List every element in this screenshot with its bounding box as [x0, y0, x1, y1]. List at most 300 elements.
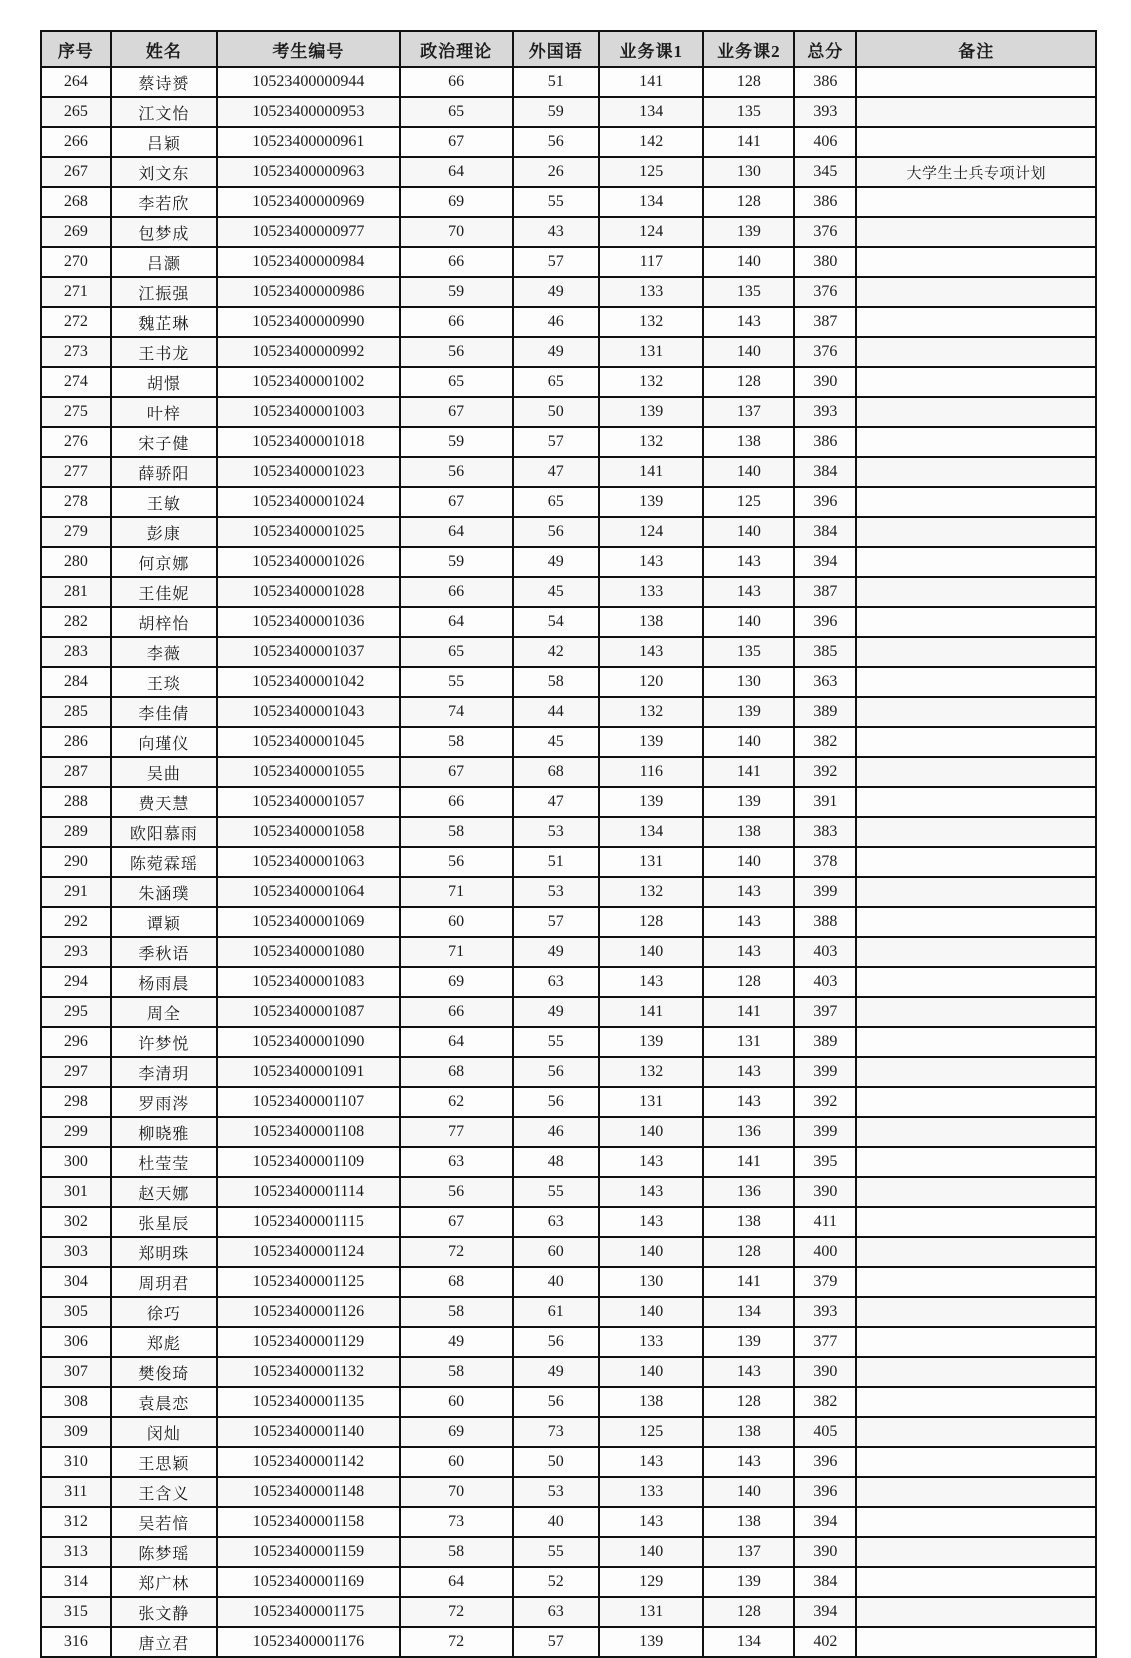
cell-course1: 141 [599, 67, 703, 97]
cell-name: 江振强 [111, 277, 218, 307]
cell-course1: 131 [599, 1087, 703, 1117]
cell-candidate-no: 10523400001037 [217, 637, 400, 667]
cell-remark [856, 187, 1096, 217]
cell-candidate-no: 10523400001087 [217, 997, 400, 1027]
cell-course1: 132 [599, 697, 703, 727]
document-page [40, 30, 1097, 1658]
cell-remark [856, 487, 1096, 517]
table-body [41, 67, 1096, 1657]
cell-index: 278 [41, 487, 111, 517]
cell-total: 403 [794, 937, 856, 967]
cell-candidate-no: 10523400000984 [217, 247, 400, 277]
cell-index: 274 [41, 367, 111, 397]
cell-total: 406 [794, 127, 856, 157]
cell-politics: 70 [400, 217, 513, 247]
cell-candidate-no: 10523400000953 [217, 97, 400, 127]
cell-course1: 132 [599, 1057, 703, 1087]
cell-remark [856, 667, 1096, 697]
cell-foreign-language: 55 [513, 187, 600, 217]
cell-course1: 140 [599, 937, 703, 967]
cell-name: 胡憬 [111, 367, 218, 397]
cell-total: 389 [794, 697, 856, 727]
table-row [41, 1477, 1096, 1507]
cell-candidate-no: 10523400001132 [217, 1357, 400, 1387]
cell-remark [856, 397, 1096, 427]
table-row [41, 427, 1096, 457]
cell-name: 吕颖 [111, 127, 218, 157]
cell-name: 季秋语 [111, 937, 218, 967]
cell-candidate-no: 10523400001058 [217, 817, 400, 847]
cell-index: 295 [41, 997, 111, 1027]
cell-name: 杨雨晨 [111, 967, 218, 997]
cell-remark [856, 937, 1096, 967]
cell-total: 411 [794, 1207, 856, 1237]
cell-course1: 125 [599, 1417, 703, 1447]
cell-name: 王书龙 [111, 337, 218, 367]
cell-name: 向瑾仪 [111, 727, 218, 757]
cell-name: 刘文东 [111, 157, 218, 187]
table-row [41, 1567, 1096, 1597]
cell-course1: 132 [599, 427, 703, 457]
score-table [40, 30, 1097, 1658]
cell-remark [856, 1267, 1096, 1297]
cell-politics: 67 [400, 1207, 513, 1237]
cell-total: 388 [794, 907, 856, 937]
cell-index: 303 [41, 1237, 111, 1267]
table-row [41, 787, 1096, 817]
cell-politics: 72 [400, 1627, 513, 1657]
cell-course1: 140 [599, 1237, 703, 1267]
cell-index: 277 [41, 457, 111, 487]
cell-remark [856, 727, 1096, 757]
cell-index: 300 [41, 1147, 111, 1177]
cell-index: 310 [41, 1447, 111, 1477]
cell-politics: 64 [400, 1027, 513, 1057]
cell-course1: 133 [599, 1327, 703, 1357]
cell-index: 302 [41, 1207, 111, 1237]
cell-total: 392 [794, 1087, 856, 1117]
cell-index: 272 [41, 307, 111, 337]
cell-foreign-language: 50 [513, 1447, 600, 1477]
cell-candidate-no: 10523400001064 [217, 877, 400, 907]
table-row [41, 547, 1096, 577]
cell-politics: 69 [400, 187, 513, 217]
cell-course1: 143 [599, 967, 703, 997]
cell-politics: 71 [400, 877, 513, 907]
cell-total: 392 [794, 757, 856, 787]
cell-remark [856, 517, 1096, 547]
cell-politics: 56 [400, 337, 513, 367]
cell-remark [856, 1537, 1096, 1567]
cell-politics: 58 [400, 817, 513, 847]
cell-course2: 128 [703, 187, 794, 217]
cell-foreign-language: 55 [513, 1177, 600, 1207]
cell-foreign-language: 50 [513, 397, 600, 427]
cell-remark [856, 907, 1096, 937]
cell-course2: 141 [703, 997, 794, 1027]
cell-total: 377 [794, 1327, 856, 1357]
cell-name: 薛骄阳 [111, 457, 218, 487]
cell-name: 张星辰 [111, 1207, 218, 1237]
cell-politics: 69 [400, 1417, 513, 1447]
cell-candidate-no: 10523400000963 [217, 157, 400, 187]
cell-index: 316 [41, 1627, 111, 1657]
cell-course1: 140 [599, 1537, 703, 1567]
cell-course1: 143 [599, 1177, 703, 1207]
cell-foreign-language: 49 [513, 337, 600, 367]
cell-foreign-language: 56 [513, 1327, 600, 1357]
cell-total: 382 [794, 1387, 856, 1417]
cell-index: 281 [41, 577, 111, 607]
cell-foreign-language: 26 [513, 157, 600, 187]
cell-foreign-language: 40 [513, 1267, 600, 1297]
cell-foreign-language: 56 [513, 1387, 600, 1417]
cell-candidate-no: 10523400001124 [217, 1237, 400, 1267]
cell-index: 294 [41, 967, 111, 997]
cell-course2: 136 [703, 1117, 794, 1147]
cell-foreign-language: 65 [513, 367, 600, 397]
cell-course2: 143 [703, 937, 794, 967]
cell-course2: 135 [703, 637, 794, 667]
cell-candidate-no: 10523400001025 [217, 517, 400, 547]
table-row [41, 97, 1096, 127]
cell-index: 306 [41, 1327, 111, 1357]
cell-name: 郑彪 [111, 1327, 218, 1357]
cell-total: 396 [794, 1447, 856, 1477]
cell-index: 313 [41, 1537, 111, 1567]
table-row [41, 1117, 1096, 1147]
cell-candidate-no: 10523400001175 [217, 1597, 400, 1627]
cell-politics: 74 [400, 697, 513, 727]
table-row [41, 307, 1096, 337]
cell-foreign-language: 49 [513, 937, 600, 967]
table-row [41, 667, 1096, 697]
cell-name: 袁晨恋 [111, 1387, 218, 1417]
cell-foreign-language: 48 [513, 1147, 600, 1177]
cell-remark [856, 1147, 1096, 1177]
cell-course2: 128 [703, 1597, 794, 1627]
cell-candidate-no: 10523400001169 [217, 1567, 400, 1597]
cell-name: 唐立君 [111, 1627, 218, 1657]
cell-course2: 143 [703, 1447, 794, 1477]
table-row [41, 1297, 1096, 1327]
cell-politics: 69 [400, 967, 513, 997]
cell-politics: 73 [400, 1507, 513, 1537]
cell-candidate-no: 10523400001057 [217, 787, 400, 817]
cell-name: 王佳妮 [111, 577, 218, 607]
cell-remark [856, 247, 1096, 277]
cell-politics: 56 [400, 457, 513, 487]
cell-course2: 140 [703, 1477, 794, 1507]
cell-politics: 77 [400, 1117, 513, 1147]
cell-course2: 143 [703, 1087, 794, 1117]
cell-politics: 65 [400, 637, 513, 667]
cell-foreign-language: 56 [513, 127, 600, 157]
cell-course2: 143 [703, 577, 794, 607]
cell-total: 397 [794, 997, 856, 1027]
cell-course1: 131 [599, 847, 703, 877]
cell-candidate-no: 10523400001090 [217, 1027, 400, 1057]
cell-course1: 133 [599, 577, 703, 607]
cell-politics: 58 [400, 727, 513, 757]
cell-name: 何京娜 [111, 547, 218, 577]
cell-candidate-no: 10523400000986 [217, 277, 400, 307]
cell-course2: 139 [703, 697, 794, 727]
column-header-total: 总分 [794, 31, 856, 67]
cell-name: 张文静 [111, 1597, 218, 1627]
cell-index: 267 [41, 157, 111, 187]
cell-foreign-language: 56 [513, 517, 600, 547]
cell-candidate-no: 10523400001024 [217, 487, 400, 517]
cell-name: 吕灏 [111, 247, 218, 277]
cell-candidate-no: 10523400001114 [217, 1177, 400, 1207]
cell-politics: 58 [400, 1357, 513, 1387]
cell-remark [856, 1297, 1096, 1327]
table-row [41, 907, 1096, 937]
cell-course1: 124 [599, 517, 703, 547]
table-row [41, 877, 1096, 907]
cell-politics: 58 [400, 1297, 513, 1327]
cell-index: 304 [41, 1267, 111, 1297]
cell-candidate-no: 10523400000969 [217, 187, 400, 217]
cell-total: 345 [794, 157, 856, 187]
cell-course2: 141 [703, 1147, 794, 1177]
cell-course2: 140 [703, 247, 794, 277]
cell-course2: 140 [703, 727, 794, 757]
cell-name: 谭颖 [111, 907, 218, 937]
cell-name: 周玥君 [111, 1267, 218, 1297]
cell-foreign-language: 47 [513, 457, 600, 487]
table-row [41, 967, 1096, 997]
cell-foreign-language: 60 [513, 1237, 600, 1267]
cell-course2: 138 [703, 1507, 794, 1537]
table-row [41, 637, 1096, 667]
cell-remark [856, 1627, 1096, 1657]
cell-remark [856, 67, 1096, 97]
cell-total: 396 [794, 487, 856, 517]
cell-index: 271 [41, 277, 111, 307]
cell-foreign-language: 68 [513, 757, 600, 787]
table-row [41, 1207, 1096, 1237]
cell-foreign-language: 43 [513, 217, 600, 247]
cell-politics: 55 [400, 667, 513, 697]
cell-course1: 131 [599, 1597, 703, 1627]
cell-course1: 140 [599, 1297, 703, 1327]
cell-foreign-language: 49 [513, 1357, 600, 1387]
cell-name: 李清玥 [111, 1057, 218, 1087]
cell-foreign-language: 57 [513, 427, 600, 457]
cell-name: 赵天娜 [111, 1177, 218, 1207]
cell-foreign-language: 44 [513, 697, 600, 727]
cell-politics: 66 [400, 247, 513, 277]
cell-total: 403 [794, 967, 856, 997]
cell-foreign-language: 45 [513, 727, 600, 757]
cell-politics: 66 [400, 997, 513, 1027]
cell-foreign-language: 51 [513, 847, 600, 877]
cell-candidate-no: 10523400001109 [217, 1147, 400, 1177]
cell-candidate-no: 10523400001055 [217, 757, 400, 787]
cell-total: 384 [794, 457, 856, 487]
cell-remark [856, 427, 1096, 457]
cell-total: 405 [794, 1417, 856, 1447]
cell-course2: 136 [703, 1177, 794, 1207]
cell-politics: 63 [400, 1147, 513, 1177]
cell-index: 288 [41, 787, 111, 817]
cell-remark [856, 1597, 1096, 1627]
cell-candidate-no: 10523400001108 [217, 1117, 400, 1147]
cell-name: 王思颖 [111, 1447, 218, 1477]
cell-index: 308 [41, 1387, 111, 1417]
table-row [41, 487, 1096, 517]
cell-index: 296 [41, 1027, 111, 1057]
cell-course1: 133 [599, 1477, 703, 1507]
cell-course2: 134 [703, 1627, 794, 1657]
table-row [41, 757, 1096, 787]
cell-name: 陈梦瑶 [111, 1537, 218, 1567]
cell-politics: 68 [400, 1057, 513, 1087]
cell-name: 费天慧 [111, 787, 218, 817]
cell-course2: 128 [703, 1387, 794, 1417]
cell-name: 李薇 [111, 637, 218, 667]
cell-total: 379 [794, 1267, 856, 1297]
cell-index: 266 [41, 127, 111, 157]
cell-foreign-language: 55 [513, 1537, 600, 1567]
cell-foreign-language: 57 [513, 1627, 600, 1657]
cell-course2: 135 [703, 277, 794, 307]
cell-index: 290 [41, 847, 111, 877]
cell-index: 289 [41, 817, 111, 847]
table-row [41, 1447, 1096, 1477]
cell-index: 269 [41, 217, 111, 247]
cell-foreign-language: 46 [513, 1117, 600, 1147]
cell-name: 朱涵璞 [111, 877, 218, 907]
column-header-name: 姓名 [111, 31, 218, 67]
table-row [41, 337, 1096, 367]
cell-remark [856, 877, 1096, 907]
cell-course1: 139 [599, 1627, 703, 1657]
cell-name: 徐巧 [111, 1297, 218, 1327]
cell-index: 264 [41, 67, 111, 97]
table-row [41, 1627, 1096, 1657]
cell-name: 宋子健 [111, 427, 218, 457]
cell-name: 江文怡 [111, 97, 218, 127]
table-row [41, 1147, 1096, 1177]
table-row [41, 1027, 1096, 1057]
cell-course1: 124 [599, 217, 703, 247]
cell-course2: 140 [703, 517, 794, 547]
cell-course1: 134 [599, 187, 703, 217]
cell-politics: 71 [400, 937, 513, 967]
cell-candidate-no: 10523400001026 [217, 547, 400, 577]
table-row [41, 277, 1096, 307]
cell-index: 309 [41, 1417, 111, 1447]
table-row [41, 1507, 1096, 1537]
cell-total: 399 [794, 1057, 856, 1087]
cell-total: 399 [794, 877, 856, 907]
cell-course2: 141 [703, 757, 794, 787]
cell-politics: 58 [400, 1537, 513, 1567]
cell-course2: 137 [703, 397, 794, 427]
cell-course1: 130 [599, 1267, 703, 1297]
cell-politics: 64 [400, 607, 513, 637]
cell-course1: 128 [599, 907, 703, 937]
cell-total: 378 [794, 847, 856, 877]
cell-politics: 56 [400, 847, 513, 877]
cell-remark [856, 367, 1096, 397]
cell-name: 郑广林 [111, 1567, 218, 1597]
cell-politics: 67 [400, 487, 513, 517]
cell-course1: 143 [599, 1507, 703, 1537]
table-row [41, 1537, 1096, 1567]
cell-remark [856, 1087, 1096, 1117]
cell-total: 386 [794, 187, 856, 217]
cell-candidate-no: 10523400001023 [217, 457, 400, 487]
cell-course1: 132 [599, 367, 703, 397]
cell-name: 叶梓 [111, 397, 218, 427]
cell-remark [856, 1117, 1096, 1147]
cell-course1: 138 [599, 607, 703, 637]
cell-politics: 72 [400, 1597, 513, 1627]
cell-course1: 140 [599, 1117, 703, 1147]
cell-candidate-no: 10523400000977 [217, 217, 400, 247]
cell-index: 276 [41, 427, 111, 457]
cell-total: 393 [794, 397, 856, 427]
cell-total: 390 [794, 1177, 856, 1207]
cell-remark [856, 967, 1096, 997]
table-row [41, 217, 1096, 247]
table-row [41, 457, 1096, 487]
column-header-remark: 备注 [856, 31, 1096, 67]
cell-foreign-language: 58 [513, 667, 600, 697]
table-row [41, 517, 1096, 547]
cell-course2: 143 [703, 1357, 794, 1387]
cell-name: 蔡诗赟 [111, 67, 218, 97]
column-header-foreign-language: 外国语 [513, 31, 600, 67]
cell-course2: 139 [703, 787, 794, 817]
cell-index: 283 [41, 637, 111, 667]
cell-course2: 128 [703, 1237, 794, 1267]
cell-foreign-language: 57 [513, 907, 600, 937]
cell-course1: 143 [599, 1147, 703, 1177]
cell-foreign-language: 46 [513, 307, 600, 337]
cell-candidate-no: 10523400001043 [217, 697, 400, 727]
cell-foreign-language: 47 [513, 787, 600, 817]
cell-foreign-language: 54 [513, 607, 600, 637]
cell-total: 399 [794, 1117, 856, 1147]
table-row [41, 1237, 1096, 1267]
cell-index: 305 [41, 1297, 111, 1327]
cell-course1: 143 [599, 547, 703, 577]
cell-course1: 139 [599, 1027, 703, 1057]
cell-total: 400 [794, 1237, 856, 1267]
cell-course2: 140 [703, 337, 794, 367]
cell-index: 312 [41, 1507, 111, 1537]
cell-foreign-language: 57 [513, 247, 600, 277]
cell-foreign-language: 49 [513, 277, 600, 307]
cell-total: 391 [794, 787, 856, 817]
cell-index: 293 [41, 937, 111, 967]
cell-total: 394 [794, 547, 856, 577]
cell-total: 390 [794, 1537, 856, 1567]
cell-politics: 60 [400, 1447, 513, 1477]
table-row [41, 1327, 1096, 1357]
cell-total: 384 [794, 517, 856, 547]
cell-total: 389 [794, 1027, 856, 1057]
cell-politics: 65 [400, 367, 513, 397]
table-row [41, 1087, 1096, 1117]
cell-index: 285 [41, 697, 111, 727]
cell-remark [856, 127, 1096, 157]
